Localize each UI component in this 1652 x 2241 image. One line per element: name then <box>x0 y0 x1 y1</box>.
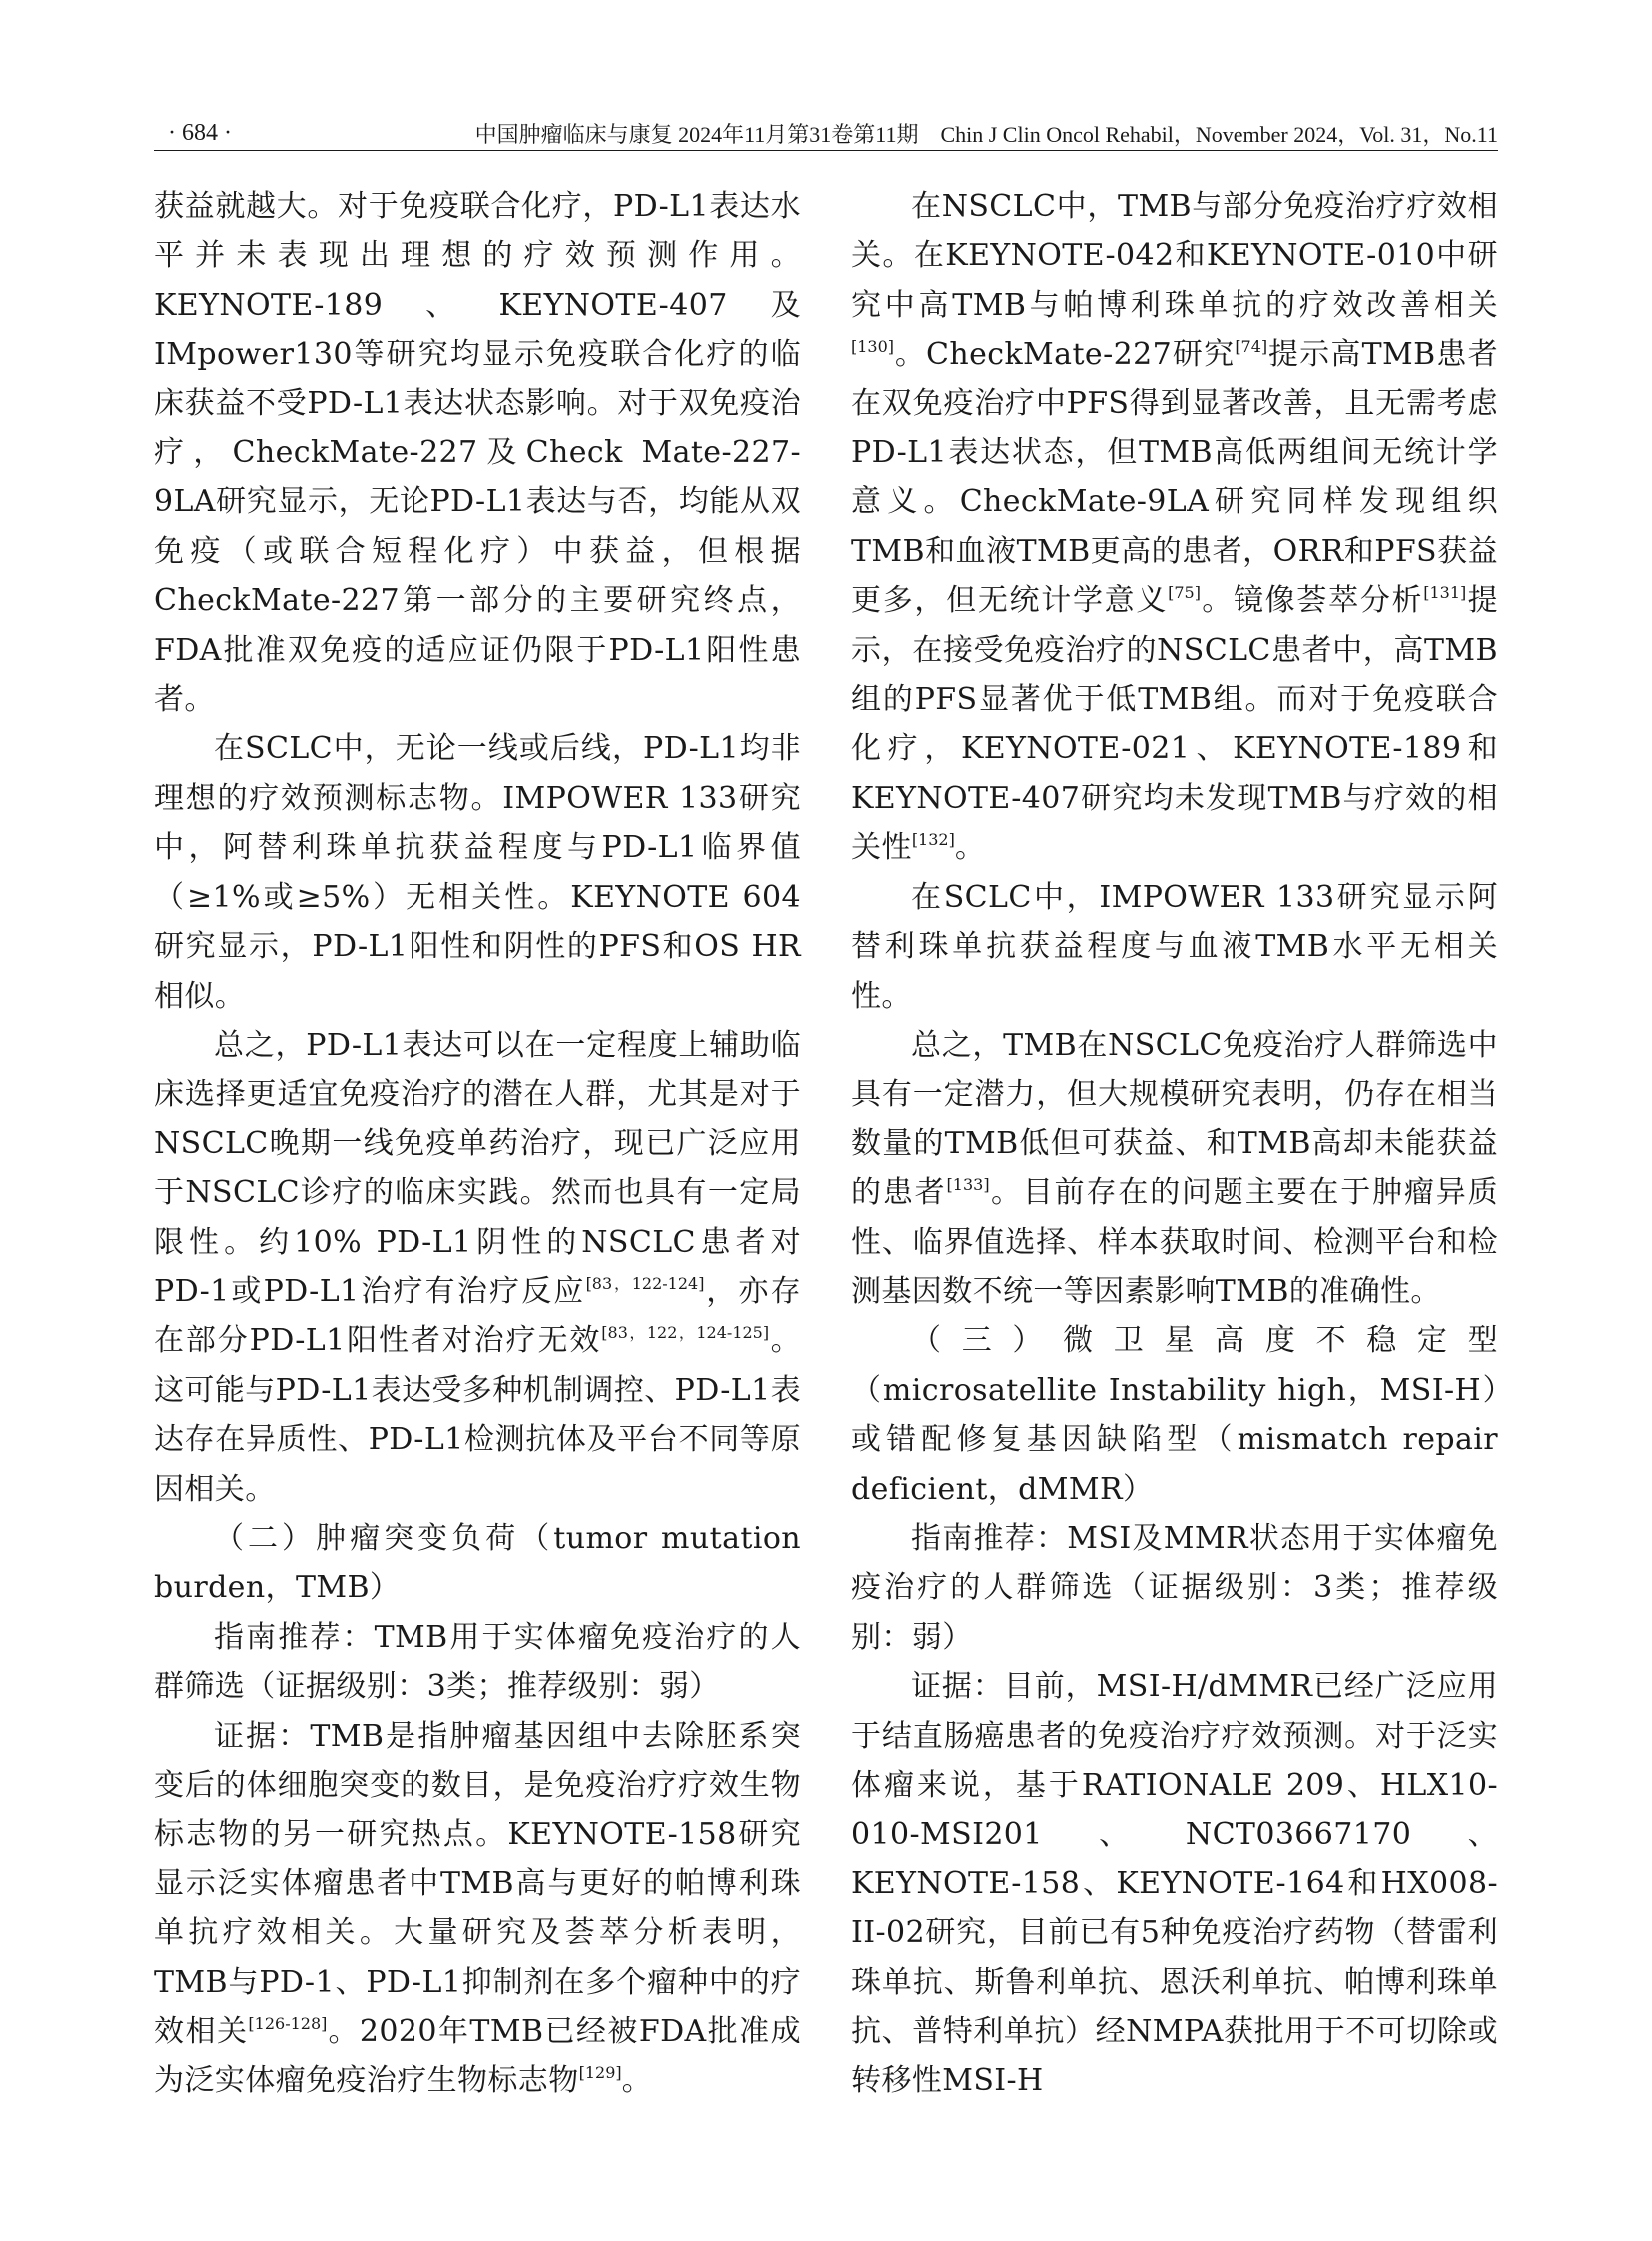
paragraph-nsclc-tmb: 在NSCLC中，TMB与部分免疫治疗疗效相关。在KEYNOTE-042和KEYNOTE-010中研究中高TMB与帕博利珠单抗的疗效改善相关[130]。CheckMate-227研究[74]提示高TMB患者在双免疫治疗中PFS得到显著改善，且无需考虑PD-L1表达状态，但TMB高低两组间无统计学意义。CheckMate-9LA研究同样发现组织TMB和血液TMB更高的患者，ORR和PFS获益更多，但无统计学意义[75]。镜像荟萃分析[131]提示，在接受免疫治疗的NSCLC患者中，高TMB组的PFS显著优于低TMB组。而对于免疫联合化疗，KEYNOTE-021、KEYNOTE-189和KEYNOTE-407研究均未发现TMB与疗效的相关性[132]。 <box>851 189 1498 866</box>
paragraph-pd-l1-chemo: 获益就越大。对于免疫联合化疗，PD-L1表达水平并未表现出理想的疗效预测作用。KEYNOTE-189、KEYNOTE-407及IMpower130等研究均显示免疫联合化疗的临床获益不受PD-L1表达状态影响。对于双免疫治疗，CheckMate-227及Check Mate-227-9LA研究显示，无论PD-L1表达与否，均能从双免疫（或联合短程化疗）中获益，但根据CheckMate-227第一部分的主要研究终点，FDA批准双免疫的适应证仍限于PD-L1阳性患者。 <box>154 189 801 718</box>
paragraph-tmb-evidence: 证据：TMB是指肿瘤基因组中去除胚系突变后的体细胞突变的数目，是免疫治疗疗效生物标志物的另一研究热点。KEYNOTE-158研究显示泛实体瘤患者中TMB高与更好的帕博利珠单抗疗效相关。大量研究及荟萃分析表明，TMB与PD-1、PD-L1抑制剂在多个瘤种中的疗效相关[126-128]。2020年TMB已经被FDA批准成为泛实体瘤免疫治疗生物标志物[129]。 <box>154 1718 802 2099</box>
citation[interactable]: [126-128] <box>248 2014 328 2034</box>
citation[interactable]: [83，122，124-125] <box>601 1323 770 1343</box>
paragraph-msi-evidence: 证据：目前，MSI-H/dMMR已经广泛应用于结直肠癌患者的免疫治疗疗效预测。对于泛实体瘤来说，基于RATIONALE 209、HLX10-010-MSI201、NCT03667170、KEYNOTE-158、KEYNOTE-164和HX008-II-02研究，目前已有5种免疫治疗药物（替雷利珠单抗、斯鲁利单抗、恩沃利单抗、帕博利珠单抗、普特利单抗）经NMPA获批用于不可切除或转移性MSI-H <box>851 1669 1498 2099</box>
paragraph-sclc-pd-l1: 在SCLC中，无论一线或后线，PD-L1均非理想的疗效预测标志物。IMPOWER 133研究中，阿替利珠单抗获益程度与PD-L1临界值（≥1%或≥5%）无相关性。KEYNOTE 604研究显示，PD-L1阳性和阴性的PFS和OS HR相似。 <box>154 731 801 1014</box>
paragraph-sclc-tmb: 在SCLC中，IMPOWER 133研究显示阿替利珠单抗获益程度与血液TMB水平无相关性。 <box>851 879 1498 1014</box>
header-rule <box>154 150 1498 151</box>
left-column <box>154 182 801 2106</box>
running-header: 中国肿瘤临床与康复 2024年11月第31卷第11期 Chin J Clin Oncol Rehabil，November 2024，Vol. 31，No.11 <box>474 122 1498 147</box>
section-heading-tmb: （二）肿瘤突变负荷（tumor mutation burden，TMB） <box>154 1520 801 1606</box>
citation[interactable]: [74] <box>1235 337 1268 357</box>
citation[interactable]: [83，122-124] <box>585 1273 705 1293</box>
section-heading-msi: （三）微卫星高度不稳定型（microsatellite Instability high，MSI-H）或错配修复基因缺陷型（mismatch repair deficient，dMMR） <box>851 1323 1498 1507</box>
citation[interactable]: [130] <box>851 337 895 357</box>
citation[interactable]: [131] <box>1423 583 1467 603</box>
citation[interactable]: [133] <box>946 1175 990 1195</box>
citation[interactable]: [129] <box>578 2063 622 2083</box>
paragraph-msi-recommendation: 指南推荐：MSI及MMR状态用于实体瘤免疫治疗的人群筛选（证据级别：3类；推荐级别：弱） <box>851 1520 1498 1655</box>
citation[interactable]: [132] <box>911 830 955 850</box>
citation[interactable]: [75] <box>1168 583 1201 603</box>
paragraph-pd-l1-summary: 总之，PD-L1表达可以在一定程度上辅助临床选择更适宜免疫治疗的潜在人群，尤其是对于NSCLC晚期一线免疫单药治疗，现已广泛应用于NSCLC诊疗的临床实践。然而也具有一定局限性。约10% PD-L1阴性的NSCLC患者对PD-1或PD-L1治疗有治疗反应[83，122-124]，亦存在部分PD-L1阳性者对治疗无效[83，122，124-125]。这可能与PD-L1表达受多种机制调控、PD-L1表达存在异质性、PD-L1检测抗体及平台不同等原因相关。 <box>154 1027 802 1507</box>
right-column <box>851 182 1498 2106</box>
paragraph-tmb-summary: 总之，TMB在NSCLC免疫治疗人群筛选中具有一定潜力，但大规模研究表明，仍存在相当数量的TMB低但可获益、和TMB高却未能获益的患者[133]。目前存在的问题主要在于肿瘤异质性、临界值选择、样本获取时间、检测平台和检测基因数不统一等因素影响TMB的准确性。 <box>851 1027 1499 1309</box>
paragraph-tmb-recommendation: 指南推荐：TMB用于实体瘤免疫治疗的人群筛选（证据级别：3类；推荐级别：弱） <box>154 1619 801 1705</box>
page-number: · 684 · <box>168 120 232 146</box>
